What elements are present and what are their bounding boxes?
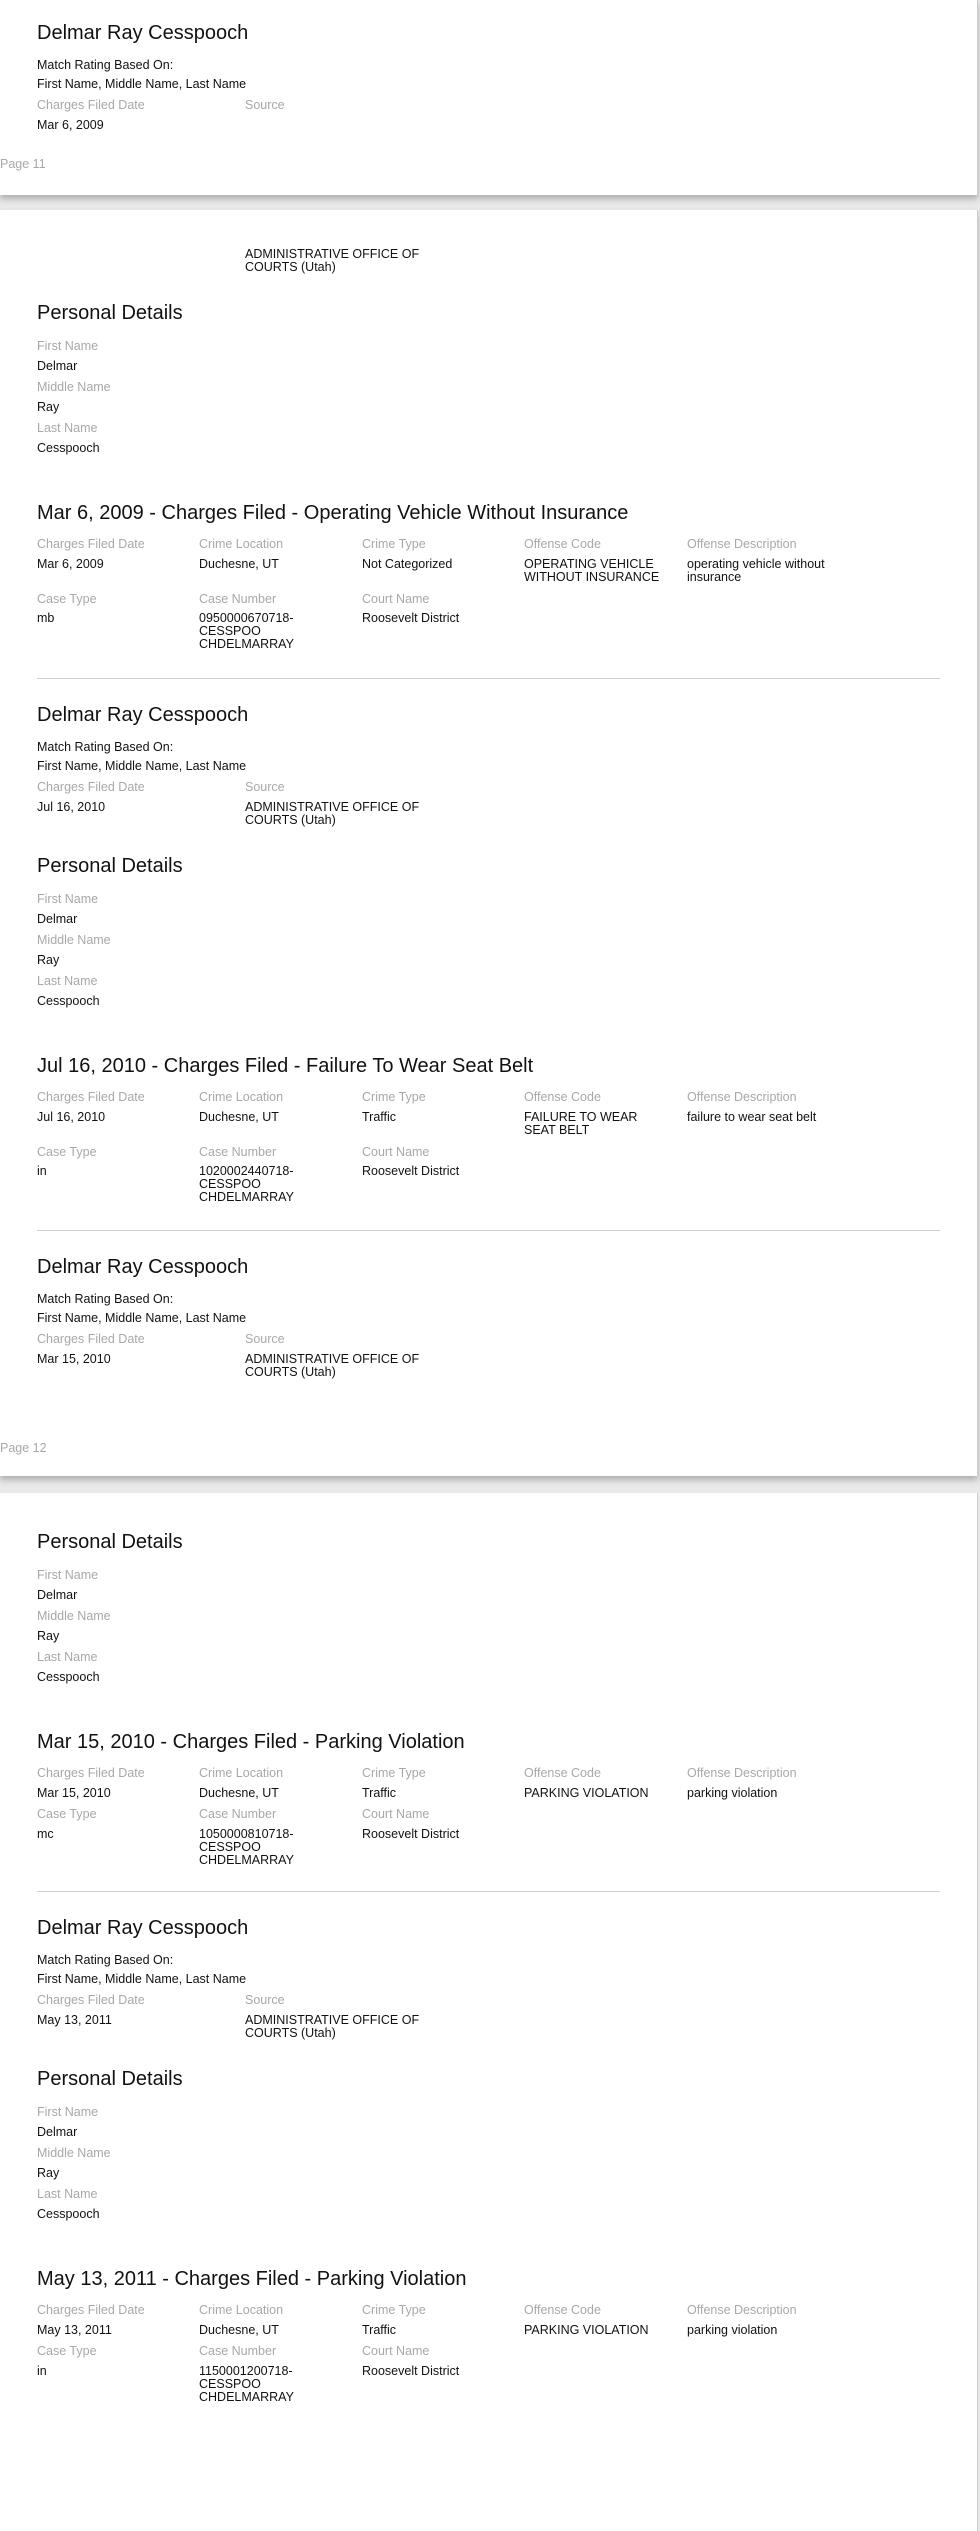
- crime-type-label: Crime Type: [362, 1090, 426, 1104]
- case-number-value: 1020002440718-CESSPOO CHDELMARRAY: [199, 1164, 294, 1204]
- offense-description-value: failure to wear seat belt: [687, 1110, 817, 1124]
- source-value: ADMINISTRATIVE OFFICE OF COURTS (Utah): [245, 1352, 420, 1379]
- middle-name-value: Ray: [37, 2166, 60, 2180]
- match-fields-value: First Name, Middle Name, Last Name: [37, 77, 247, 91]
- source-value: ADMINISTRATIVE OFFICE OF COURTS (Utah): [245, 247, 420, 274]
- middle-name-label: Middle Name: [37, 2146, 111, 2160]
- court-name-value: Roosevelt District: [362, 2364, 460, 2378]
- case-type-label: Case Type: [37, 1145, 97, 1159]
- charges-filed-date-label: Charges Filed Date: [37, 780, 145, 794]
- offense-description-label: Offense Description: [687, 1090, 797, 1104]
- charge-heading: Jul 16, 2010 - Charges Filed - Failure To Wear Seat Belt: [37, 1055, 534, 1077]
- match-rating-label: Match Rating Based On:: [37, 58, 174, 72]
- first-name-label: First Name: [37, 2105, 99, 2119]
- court-name-label: Court Name: [362, 592, 430, 606]
- case-type-label: Case Type: [37, 2344, 97, 2358]
- match-rating-label: Match Rating Based On:: [37, 1292, 174, 1306]
- page-11: [0, 0, 978, 195]
- crime-location-label: Crime Location: [199, 2303, 284, 2317]
- source-value: ADMINISTRATIVE OFFICE OF COURTS (Utah): [245, 800, 420, 827]
- case-number-label: Case Number: [199, 1145, 277, 1159]
- offense-description-label: Offense Description: [687, 2303, 797, 2317]
- divider: [37, 678, 940, 679]
- court-name-value: Roosevelt District: [362, 1827, 460, 1841]
- offense-code-value: PARKING VIOLATION: [524, 1786, 649, 1800]
- personal-details-heading: Personal Details: [37, 2068, 183, 2090]
- last-name-label: Last Name: [37, 974, 98, 988]
- personal-details-heading: Personal Details: [37, 1531, 183, 1553]
- first-name-label: First Name: [37, 339, 99, 353]
- charge-heading: Mar 6, 2009 - Charges Filed - Operating Vehicle Without Insurance: [37, 502, 629, 524]
- case-type-value: in: [37, 1164, 47, 1178]
- crime-location-label: Crime Location: [199, 1766, 284, 1780]
- case-type-value: mc: [37, 1827, 54, 1841]
- source-value: ADMINISTRATIVE OFFICE OF COURTS (Utah): [245, 2013, 420, 2040]
- match-fields-value: First Name, Middle Name, Last Name: [37, 1972, 247, 1986]
- offense-code-value: OPERATING VEHICLE WITHOUT INSURANCE: [524, 557, 660, 584]
- page-12: [0, 210, 978, 1476]
- crime-type-value: Not Categorized: [362, 557, 453, 571]
- offense-description-value: parking violation: [687, 2323, 778, 2337]
- last-name-value: Cesspooch: [37, 2207, 100, 2221]
- charges-filed-date-value: Mar 6, 2009: [37, 557, 104, 571]
- first-name-value: Delmar: [37, 2125, 78, 2139]
- charges-filed-date-value: Mar 15, 2010: [37, 1352, 111, 1366]
- first-name-label: First Name: [37, 892, 99, 906]
- match-fields-value: First Name, Middle Name, Last Name: [37, 1311, 247, 1325]
- record-name-heading: Delmar Ray Cesspooch: [37, 1256, 249, 1278]
- personal-details-heading: Personal Details: [37, 302, 183, 324]
- page-number: Page 11: [0, 157, 46, 171]
- last-name-value: Cesspooch: [37, 994, 100, 1008]
- offense-description-label: Offense Description: [687, 537, 797, 551]
- divider: [37, 1891, 940, 1892]
- crime-type-label: Crime Type: [362, 1766, 426, 1780]
- case-number-label: Case Number: [199, 2344, 277, 2358]
- crime-type-label: Crime Type: [362, 537, 426, 551]
- crime-location-label: Crime Location: [199, 1090, 284, 1104]
- offense-code-value: PARKING VIOLATION: [524, 2323, 649, 2337]
- first-name-value: Delmar: [37, 359, 78, 373]
- crime-type-label: Crime Type: [362, 2303, 426, 2317]
- offense-description-value: parking violation: [687, 1786, 778, 1800]
- charges-filed-date-value: May 13, 2011: [37, 2013, 112, 2027]
- case-type-label: Case Type: [37, 1807, 97, 1821]
- first-name-value: Delmar: [37, 1588, 78, 1602]
- offense-description-label: Offense Description: [687, 1766, 797, 1780]
- charge-heading: May 13, 2011 - Charges Filed - Parking Violation: [37, 2268, 467, 2290]
- charges-filed-date-label: Charges Filed Date: [37, 98, 145, 112]
- match-rating-label: Match Rating Based On:: [37, 740, 174, 754]
- charges-filed-date-label: Charges Filed Date: [37, 1993, 145, 2007]
- offense-code-value: FAILURE TO WEAR SEAT BELT: [524, 1110, 638, 1137]
- court-name-label: Court Name: [362, 2344, 430, 2358]
- record-name-heading: Delmar Ray Cesspooch: [37, 22, 249, 44]
- crime-location-value: Duchesne, UT: [199, 1110, 279, 1124]
- case-number-value: 1050000810718-CESSPOO CHDELMARRAY: [199, 1827, 294, 1867]
- charges-filed-date-value: May 13, 2011: [37, 2323, 112, 2337]
- middle-name-value: Ray: [37, 400, 60, 414]
- charge-heading: Mar 15, 2010 - Charges Filed - Parking Violation: [37, 1731, 465, 1753]
- last-name-label: Last Name: [37, 1650, 98, 1664]
- case-type-label: Case Type: [37, 592, 97, 606]
- case-number-label: Case Number: [199, 592, 277, 606]
- crime-location-value: Duchesne, UT: [199, 557, 279, 571]
- case-type-value: mb: [37, 611, 55, 625]
- personal-details-heading: Personal Details: [37, 855, 183, 877]
- first-name-label: First Name: [37, 1568, 99, 1582]
- charges-filed-date-label: Charges Filed Date: [37, 2303, 145, 2317]
- record-name-heading: Delmar Ray Cesspooch: [37, 704, 249, 726]
- court-name-label: Court Name: [362, 1807, 430, 1821]
- charges-filed-date-label: Charges Filed Date: [37, 1766, 145, 1780]
- charges-filed-date-value: Mar 6, 2009: [37, 118, 104, 132]
- source-label: Source: [245, 780, 285, 794]
- middle-name-label: Middle Name: [37, 933, 111, 947]
- court-name-value: Roosevelt District: [362, 611, 460, 625]
- last-name-label: Last Name: [37, 421, 98, 435]
- last-name-value: Cesspooch: [37, 1670, 100, 1684]
- source-label: Source: [245, 98, 285, 112]
- crime-location-value: Duchesne, UT: [199, 2323, 279, 2337]
- charges-filed-date-label: Charges Filed Date: [37, 1332, 145, 1346]
- match-fields-value: First Name, Middle Name, Last Name: [37, 759, 247, 773]
- divider: [37, 1230, 940, 1231]
- match-rating-label: Match Rating Based On:: [37, 1953, 174, 1967]
- first-name-value: Delmar: [37, 912, 78, 926]
- court-name-label: Court Name: [362, 1145, 430, 1159]
- case-number-label: Case Number: [199, 1807, 277, 1821]
- source-label: Source: [245, 1332, 285, 1346]
- middle-name-label: Middle Name: [37, 380, 111, 394]
- charges-filed-date-value: Mar 15, 2010: [37, 1786, 111, 1800]
- middle-name-label: Middle Name: [37, 1609, 111, 1623]
- charges-filed-date-value: Jul 16, 2010: [37, 800, 106, 814]
- crime-location-value: Duchesne, UT: [199, 1786, 279, 1800]
- case-number-value: 0950000670718-CESSPOO CHDELMARRAY: [199, 611, 294, 651]
- charges-filed-date-value: Jul 16, 2010: [37, 1110, 106, 1124]
- offense-code-label: Offense Code: [524, 1090, 601, 1104]
- charges-filed-date-label: Charges Filed Date: [37, 1090, 145, 1104]
- offense-code-label: Offense Code: [524, 1766, 601, 1780]
- offense-description-value: operating vehicle without insurance: [687, 557, 825, 584]
- offense-code-label: Offense Code: [524, 2303, 601, 2317]
- charges-filed-date-label: Charges Filed Date: [37, 537, 145, 551]
- crime-location-label: Crime Location: [199, 537, 284, 551]
- crime-type-value: Traffic: [362, 1786, 397, 1800]
- crime-type-value: Traffic: [362, 2323, 397, 2337]
- case-type-value: in: [37, 2364, 47, 2378]
- offense-code-label: Offense Code: [524, 537, 601, 551]
- middle-name-value: Ray: [37, 953, 60, 967]
- page-13: [0, 1493, 978, 2531]
- case-number-value: 1150001200718-CESSPOO CHDELMARRAY: [199, 2364, 294, 2404]
- crime-type-value: Traffic: [362, 1110, 397, 1124]
- court-name-value: Roosevelt District: [362, 1164, 460, 1178]
- source-label: Source: [245, 1993, 285, 2007]
- record-name-heading: Delmar Ray Cesspooch: [37, 1917, 249, 1939]
- last-name-label: Last Name: [37, 2187, 98, 2201]
- last-name-value: Cesspooch: [37, 441, 100, 455]
- page-number: Page 12: [0, 1441, 47, 1455]
- middle-name-value: Ray: [37, 1629, 60, 1643]
